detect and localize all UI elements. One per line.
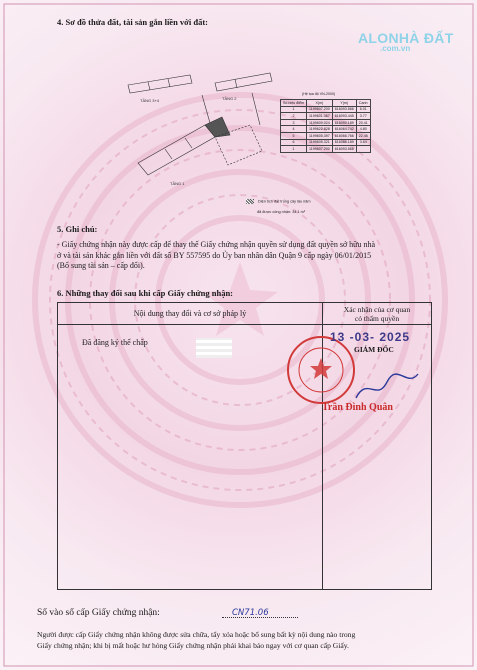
changes-content-header-cell xyxy=(58,303,322,325)
coord-cell: 616088.189 xyxy=(332,139,356,146)
register-number: CN71.06 xyxy=(232,608,269,618)
changes-authority-header-cell xyxy=(323,303,431,325)
note-line-1: - Giấy chứng nhận này được cấp để thay thế Giấy chứng nhận quyền sử dụng đất quyền sở hữu nhà xyxy=(57,240,376,249)
notice-line-2: Giấy chứng nhận; khi bị mất hoặc hư hỏng Giấy chứng nhận phải khai báo ngay với cơ quan cấp Giấy. xyxy=(37,640,349,650)
coord-cell: 3 xyxy=(281,119,307,126)
floor-label-2: TẦNG 2 xyxy=(222,96,237,101)
section-5-notes xyxy=(57,240,437,272)
note-line-3: (Bổ sung tài sản – cấp đổi). xyxy=(57,261,145,270)
coordinate-table xyxy=(280,99,371,153)
coord-cell: 3.64 xyxy=(356,139,370,146)
coordinate-system-note: (Hệ tọa độ VN-2000) xyxy=(302,92,336,96)
coord-cell: 1199605.321 xyxy=(306,139,332,146)
coord-cell: 20.41 xyxy=(356,119,370,126)
watermark-domain: .com.vn xyxy=(380,44,411,53)
coord-cell: 1199601.367 xyxy=(306,113,332,120)
coord-cell: 616090.189 xyxy=(332,119,356,126)
authority-header-line-2: có thẩm quyền xyxy=(354,314,400,323)
parcel-diagram xyxy=(110,55,280,205)
coord-cell: 5 xyxy=(281,132,307,139)
coord-header-point: Số hiệu điểm xyxy=(281,100,307,107)
coord-cell: 4 xyxy=(281,126,307,133)
coord-cell: 1 xyxy=(281,106,307,113)
coord-cell: 1199622.828 xyxy=(306,126,332,133)
coord-row xyxy=(281,119,371,126)
coord-cell: 616066.766 xyxy=(332,132,356,139)
coord-cell: 6 xyxy=(281,139,307,146)
note-line-2: ở và tài sản khác gắn liền với đất số BY 557595 do Ủy ban nhân dân Quận 9 cấp ngày 06/01/2015 xyxy=(57,250,372,260)
coord-row xyxy=(281,139,371,146)
coord-cell: 616064.742 xyxy=(332,126,356,133)
coord-cell: 4.80 xyxy=(356,126,370,133)
footer-notice xyxy=(37,630,447,651)
section-4-title: 4. Sơ đồ thửa đất, tài sản gắn liền với đất: xyxy=(57,17,209,27)
coord-row xyxy=(281,106,371,113)
changes-content-column xyxy=(58,303,323,589)
redacted-block xyxy=(196,338,232,358)
diagram-legend xyxy=(246,192,311,214)
site-watermark xyxy=(358,30,454,53)
register-label: Số vào sổ cấp Giấy chứng nhận: xyxy=(37,608,160,618)
legend-hatch-swatch xyxy=(246,199,254,204)
coord-cell: 2 xyxy=(281,113,307,120)
coord-row xyxy=(281,132,371,139)
coord-cell: 1 xyxy=(281,146,307,153)
section-5-title: 5. Ghi chú: xyxy=(57,224,98,234)
watermark-brand: ALONHÀ ĐẤT xyxy=(358,30,454,46)
floor-label-1: TẦNG 1 xyxy=(170,181,185,186)
coord-cell: 616093.566 xyxy=(332,146,356,153)
coord-row xyxy=(281,126,371,133)
notice-line-1: Người được cấp Giấy chứng nhận không được sửa chữa, tẩy xóa hoặc bổ sung bất kỳ nội dung nào trong xyxy=(37,630,356,639)
official-seal xyxy=(285,334,357,406)
coord-cell: 616093.445 xyxy=(332,113,356,120)
coord-row xyxy=(281,146,371,153)
legend-text-1: Diện tích đất trống cây lâu năm xyxy=(258,199,311,204)
coord-cell: 1199607.200 xyxy=(306,146,332,153)
signature xyxy=(352,368,422,406)
coord-cell: 1199607.200 xyxy=(306,106,332,113)
signer-name: Trần Đình Quân xyxy=(322,402,393,413)
coord-header-x: X(m) xyxy=(306,100,332,107)
coord-header-y: Y(m) xyxy=(332,100,356,107)
changes-content-header: Nội dung thay đổi và cơ sở pháp lý xyxy=(133,309,247,318)
coord-cell: 3.77 xyxy=(356,113,370,120)
coord-cell: 6.01 xyxy=(356,106,370,113)
approval-date: 13 -03- 2025 xyxy=(330,330,411,344)
coord-row xyxy=(281,113,371,120)
section-6-title: 6. Những thay đổi sau khi cấp Giấy chứng nhận: xyxy=(57,288,234,298)
changes-entry: Đã đăng ký thế chấp xyxy=(82,338,148,347)
coord-header-edge: Cạnh xyxy=(356,100,370,107)
legend-text-2: đã được công nhận: 34,1 m² xyxy=(257,210,306,214)
coord-cell xyxy=(356,146,370,153)
coord-cell: 1199609.024 xyxy=(306,119,332,126)
coord-cell: 22.45 xyxy=(356,132,370,139)
coord-cell: 616093.566 xyxy=(332,106,356,113)
floor-label-3-4: TẦNG 3+4 xyxy=(140,98,160,103)
authority-header-line-1: Xác nhận của cơ quan xyxy=(343,305,411,314)
coord-cell: 1199605.397 xyxy=(306,132,332,139)
signer-title: GIÁM ĐỐC xyxy=(354,345,394,354)
